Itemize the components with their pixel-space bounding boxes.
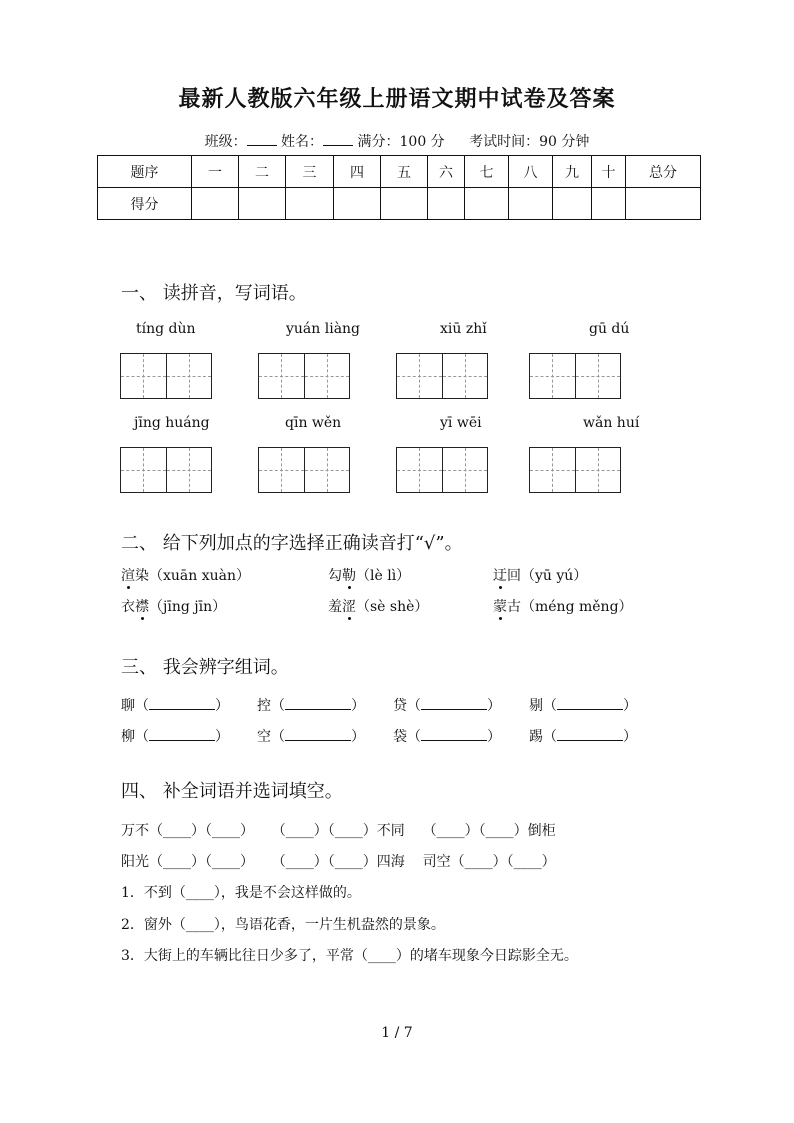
score-cell[interactable] [509,188,553,220]
pinyin-label: yuán liàng [286,321,361,337]
q3-item[interactable]: 空（ ） [257,729,365,745]
header-cell: 题序 [98,156,192,188]
q3-item[interactable]: 聊（ ） [121,698,229,714]
header-cell: 二 [239,156,286,188]
class-label: 班级： [204,134,247,150]
dotted-char: 勒 [342,565,356,585]
writing-box[interactable] [258,447,350,493]
score-cell[interactable] [381,188,428,220]
dotted-char: 迂 [493,565,507,585]
header-cell: 七 [465,156,509,188]
full-score: 满分：100 分 [357,134,445,150]
q2-item: 衣襟（jīng jīn） [121,596,226,616]
score-header-row [98,156,701,188]
q4-line: 万不（____）（____） （____）（____）不同 （____）（____）倒柜 [121,823,556,839]
q2-item: 迂回（yū yú） [493,565,587,585]
score-cell[interactable] [334,188,381,220]
page-number: 1 / 7 [381,1025,413,1041]
writing-box[interactable] [396,447,488,493]
q3-item[interactable]: 袋（ ） [393,729,501,745]
class-blank[interactable] [247,133,277,146]
q2-item: 勾勒（lè lì） [328,565,410,585]
dotted-char: 涩 [342,596,356,616]
section-3-title: 三、 我会辨字组词。 [121,657,289,678]
score-cell[interactable] [626,188,701,220]
writing-box[interactable] [120,447,212,493]
header-cell: 一 [192,156,239,188]
header-cell: 五 [381,156,428,188]
header-cell: 十 [592,156,626,188]
score-row-label: 得分 [98,188,192,220]
score-cell[interactable] [465,188,509,220]
section-4-title: 四、 补全词语并选词填空。 [121,781,343,802]
pinyin-label: xiū zhǐ [440,321,487,337]
q2-item: 蒙古（méng měng） [493,596,633,616]
score-cell[interactable] [592,188,626,220]
q2-item: 羞涩（sè shè） [328,596,428,616]
header-cell: 总分 [626,156,701,188]
pinyin-label: gū dú [589,321,630,337]
dotted-char: 蒙 [493,596,507,616]
pinyin-label: yī wēi [440,415,482,431]
name-blank[interactable] [323,133,353,146]
header-cell: 六 [428,156,465,188]
pinyin-label: wǎn huí [583,415,640,431]
pinyin-label: jīng huáng [134,415,210,431]
dotted-char: 襟 [135,596,149,616]
q4-line: 1．不到（____），我是不会这样做的。 [121,885,361,901]
q3-item[interactable]: 贷（ ） [393,698,501,714]
score-cell[interactable] [239,188,286,220]
header-cell: 八 [509,156,553,188]
q3-item[interactable]: 剔（ ） [529,698,637,714]
header-cell: 三 [286,156,334,188]
exam-time: 考试时间：90 分钟 [469,134,590,150]
name-label: 姓名： [281,134,324,150]
q3-item[interactable]: 柳（ ） [121,729,229,745]
section-2-title: 二、 给下列加点的字选择正确读音打“√”。 [121,533,463,554]
writing-box[interactable] [396,353,488,399]
page-title: 最新人教版六年级上册语文期中试卷及答案 [178,86,616,112]
score-cell[interactable] [553,188,592,220]
score-cell[interactable] [286,188,334,220]
q3-item[interactable]: 控（ ） [257,698,365,714]
header-cell: 九 [553,156,592,188]
q2-item: 渲染（xuān xuàn） [121,565,250,585]
q4-line: 2．窗外（____），鸟语花香，一片生机盎然的景象。 [121,917,445,933]
score-table [97,155,701,220]
writing-box[interactable] [529,447,621,493]
score-cell[interactable] [428,188,465,220]
q4-line: 3．大街上的车辆比往日少多了，平常（____）的堵车现象今日踪影全无。 [121,948,578,964]
writing-box[interactable] [120,353,212,399]
exam-info [0,131,794,151]
writing-box[interactable] [258,353,350,399]
q3-item[interactable]: 踢（ ） [529,729,637,745]
header-cell: 四 [334,156,381,188]
section-1-title: 一、 读拼音，写词语。 [121,283,307,304]
q4-line: 阳光（____）（____） （____）（____）四海 司空（____）（____） [121,854,556,870]
writing-box[interactable] [529,353,621,399]
pinyin-label: tíng dùn [136,321,196,337]
dotted-char: 渲 [121,565,135,585]
score-row [98,188,701,220]
score-cell[interactable] [192,188,239,220]
pinyin-label: qīn wěn [285,415,342,431]
